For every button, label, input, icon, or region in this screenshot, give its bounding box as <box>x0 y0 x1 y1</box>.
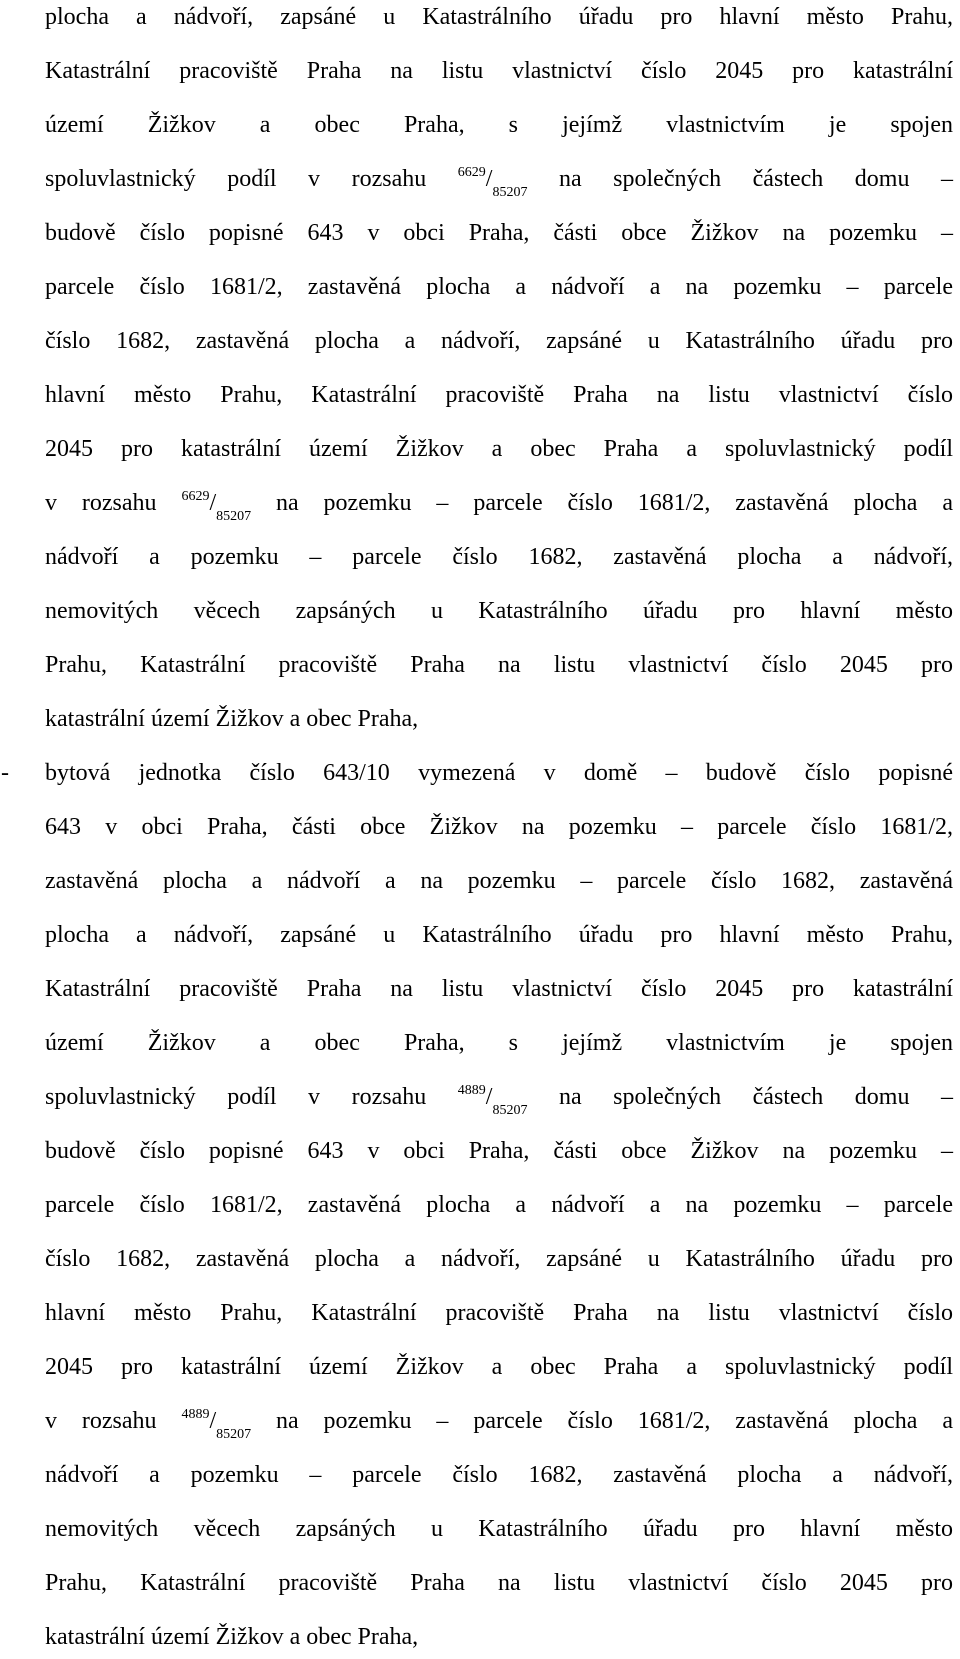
text-line: parcele číslo 1681/2, zastavěná plocha a nádvoří a na pozemku – parcele <box>45 274 953 300</box>
share-fraction <box>181 1406 252 1442</box>
share-line <box>45 488 953 524</box>
text-line: budově číslo popisné 643 v obci Praha, části obce Žižkov na pozemku – <box>45 220 953 246</box>
fraction-numerator: 6629 <box>181 489 210 504</box>
text-line: číslo 1682, zastavěná plocha a nádvoří, zapsáné u Katastrálního úřadu pro <box>45 1246 953 1272</box>
text-line: nemovitých věcech zapsáných u Katastrálního úřadu pro hlavní město <box>45 1516 953 1542</box>
share-fraction <box>457 164 528 200</box>
share-fraction <box>181 488 252 524</box>
fraction-slash: / <box>209 490 217 516</box>
text-line: číslo 1682, zastavěná plocha a nádvoří, zapsáné u Katastrálního úřadu pro <box>45 328 953 354</box>
text-line: Katastrální pracoviště Praha na listu vlastnictví číslo 2045 pro katastrální <box>45 976 953 1002</box>
share-text-after: na společných částech domu – <box>527 166 953 192</box>
text-line: hlavní město Prahu, Katastrální pracoviště Praha na listu vlastnictví číslo <box>45 1300 953 1326</box>
text-line: zastavěná plocha a nádvoří a na pozemku – parcele číslo 1682, zastavěná <box>45 868 953 894</box>
text-line: bytová jednotka číslo 643/10 vymezená v domě – budově číslo popisné <box>45 760 953 786</box>
fraction-numerator: 6629 <box>457 165 486 180</box>
fraction-denominator: 85207 <box>216 1427 252 1442</box>
share-line <box>45 1082 953 1118</box>
share-text-before: spoluvlastnický podíl v rozsahu <box>45 1084 458 1110</box>
fraction-slash: / <box>485 1084 493 1110</box>
text-line: plocha a nádvoří, zapsáné u Katastrálního úřadu pro hlavní město Prahu, <box>45 4 953 30</box>
share-text-before: spoluvlastnický podíl v rozsahu <box>45 166 458 192</box>
fraction-denominator: 85207 <box>492 1103 528 1118</box>
fraction-numerator: 4889 <box>181 1407 210 1422</box>
share-text-before: v rozsahu <box>45 1408 182 1434</box>
fraction-denominator: 85207 <box>492 185 528 200</box>
text-line: plocha a nádvoří, zapsáné u Katastrálního úřadu pro hlavní město Prahu, <box>45 922 953 948</box>
text-line: nádvoří a pozemku – parcele číslo 1682, zastavěná plocha a nádvoří, <box>45 1462 953 1488</box>
text-line: parcele číslo 1681/2, zastavěná plocha a nádvoří a na pozemku – parcele <box>45 1192 953 1218</box>
share-text-after: na pozemku – parcele číslo 1681/2, zastavěná plocha a <box>251 490 953 516</box>
text-line: katastrální území Žižkov a obec Praha, <box>45 1624 419 1650</box>
text-line: 643 v obci Praha, části obce Žižkov na pozemku – parcele číslo 1681/2, <box>45 814 953 840</box>
fraction-slash: / <box>209 1408 217 1434</box>
share-text-after: na pozemku – parcele číslo 1681/2, zastavěná plocha a <box>251 1408 953 1434</box>
share-line <box>45 1406 953 1442</box>
text-line: Prahu, Katastrální pracoviště Praha na listu vlastnictví číslo 2045 pro <box>45 1570 953 1596</box>
text-line: katastrální území Žižkov a obec Praha, <box>45 706 419 732</box>
text-line: Prahu, Katastrální pracoviště Praha na listu vlastnictví číslo 2045 pro <box>45 652 953 678</box>
share-text-after: na společných částech domu – <box>527 1084 953 1110</box>
fraction-slash: / <box>485 166 493 192</box>
text-line: 2045 pro katastrální území Žižkov a obec Praha a spoluvlastnický podíl <box>45 1354 953 1380</box>
text-line: území Žižkov a obec Praha, s jejímž vlastnictvím je spojen <box>45 112 953 138</box>
share-line <box>45 164 953 200</box>
list-bullet: - <box>1 760 9 786</box>
text-line: nádvoří a pozemku – parcele číslo 1682, zastavěná plocha a nádvoří, <box>45 544 953 570</box>
text-line: území Žižkov a obec Praha, s jejímž vlastnictvím je spojen <box>45 1030 953 1056</box>
text-line: Katastrální pracoviště Praha na listu vlastnictví číslo 2045 pro katastrální <box>45 58 953 84</box>
share-text-before: v rozsahu <box>45 490 182 516</box>
fraction-numerator: 4889 <box>457 1083 486 1098</box>
text-line: budově číslo popisné 643 v obci Praha, části obce Žižkov na pozemku – <box>45 1138 953 1164</box>
share-fraction <box>457 1082 528 1118</box>
text-line: hlavní město Prahu, Katastrální pracoviště Praha na listu vlastnictví číslo <box>45 382 953 408</box>
text-line: 2045 pro katastrální území Žižkov a obec Praha a spoluvlastnický podíl <box>45 436 953 462</box>
fraction-denominator: 85207 <box>216 509 252 524</box>
text-line: nemovitých věcech zapsáných u Katastrálního úřadu pro hlavní město <box>45 598 953 624</box>
